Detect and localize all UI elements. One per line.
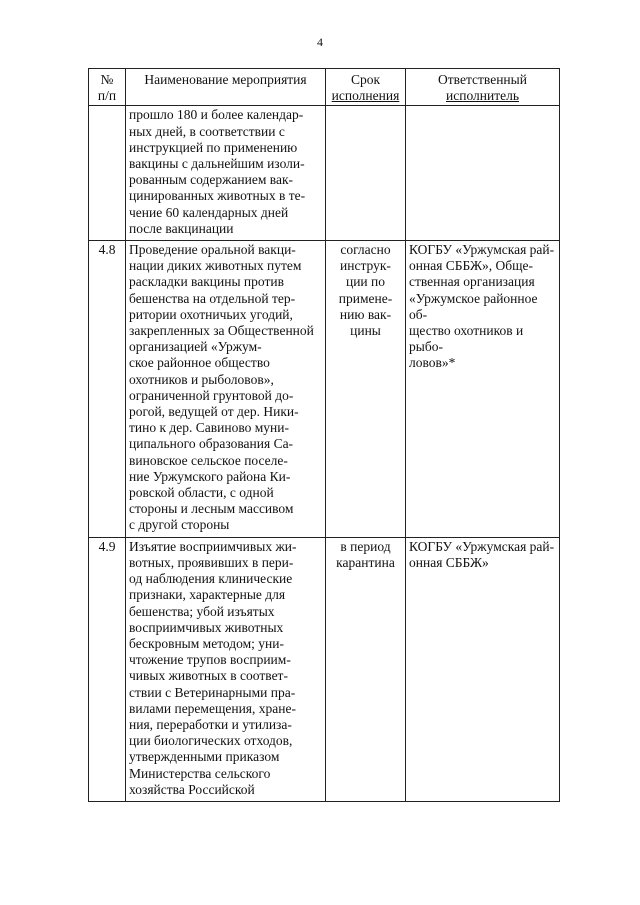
header-deadline-line2: исполнения bbox=[331, 88, 400, 104]
header-responsible-line1: Ответственный bbox=[438, 72, 527, 87]
header-number: № п/п bbox=[89, 69, 126, 106]
row-measure-text: прошло 180 и более календар- ных дней, в соответствии с инструкцией по применению вакцины с дальнейшим изоли- рованным содержанием вак- цинированных животных в те- чение 60 календарных дней после вакцинации bbox=[126, 106, 326, 241]
table-row bbox=[89, 537, 560, 801]
row-deadline: согласно инструк- ции по примене- нию вак- цины bbox=[326, 241, 406, 538]
header-measure-name-text: Наименование мероприятия bbox=[144, 72, 307, 87]
measures-table bbox=[88, 68, 560, 802]
row-number: 4.9 bbox=[89, 537, 126, 801]
row-deadline bbox=[326, 106, 406, 241]
row-responsible bbox=[406, 106, 560, 241]
table-row bbox=[89, 106, 560, 241]
row-number: 4.8 bbox=[89, 241, 126, 538]
header-responsible-line2: исполнитель bbox=[446, 88, 519, 104]
row-measure-text: Изъятие восприимчивых жи- вотных, проявивших в пери- од наблюдения клинические признаки, характерные для бешенства; убой изъятых восприимчивых животных бескровным методом; уни- чтожение трупов восприим- чивых животных в соответ- ствии с Ветеринарными пра- вилами перемещения, хране- ния, переработки и утилиза- ции биологических отходов, утвержденными приказом Министерства сельского хозяйства Российской bbox=[126, 537, 326, 801]
row-measure-text: Проведение оральной вакци- нации диких животных путем раскладки вакцины против бешенства на отдельной тер- ритории охотничьих угодий, закрепленных за Общественной организацией «Уржум- ское районное общество охотников и рыболовов», ограниченной грунтовой до- рогой, ведущей от дер. Ники- тино к дер. Савиново муни- ципального образования Са- виновское сельское поселе- ние Уржумского района Ки- ровской области, с одной стороны и лесным массивом с другой стороны bbox=[126, 241, 326, 538]
table-header-row bbox=[89, 69, 560, 106]
header-deadline-line1: Срок bbox=[350, 72, 381, 87]
table-row bbox=[89, 241, 560, 538]
row-number bbox=[89, 106, 126, 241]
header-measure-name bbox=[126, 69, 326, 106]
page-number: 4 bbox=[317, 35, 323, 49]
row-responsible: КОГБУ «Уржумская рай- онная СББЖ» bbox=[406, 537, 560, 801]
header-deadline bbox=[326, 69, 406, 106]
row-deadline: в период карантина bbox=[326, 537, 406, 801]
row-responsible: КОГБУ «Уржумская рай- онная СББЖ», Обще- ственная организация «Уржумское районное об- щество охотников и рыбо- ловов»* bbox=[406, 241, 560, 538]
header-responsible bbox=[406, 69, 560, 106]
